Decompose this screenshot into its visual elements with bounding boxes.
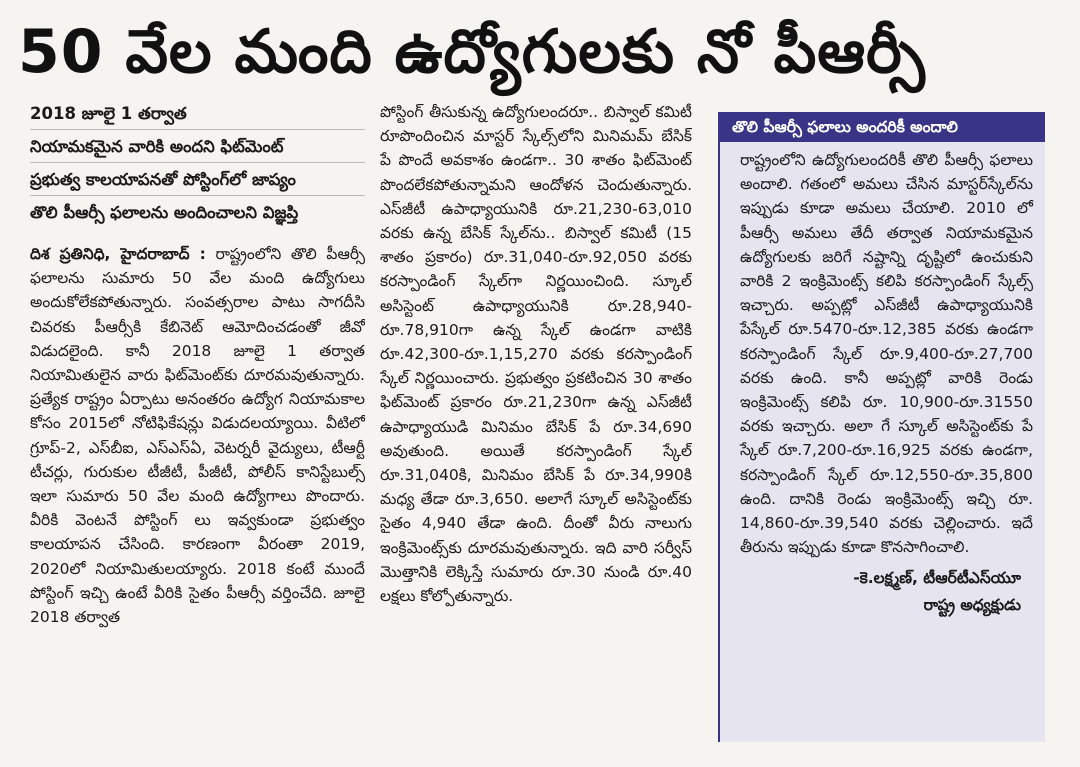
sidebar-body	[720, 142, 1045, 619]
article-body-part-1	[30, 242, 365, 629]
byline-role: రాష్ట్ర అధ్యక్షుడు	[923, 596, 1021, 615]
deck-line: ప్రభుత్వ కాలయాపనతో పోస్టింగ్‌లో జాప్యం	[30, 166, 365, 196]
deck-line: నియామకమైన వారికి అందని ఫిట్‌మెంట్	[30, 133, 365, 163]
deck-line: 2018 జూలై 1 తర్వాత	[30, 100, 365, 130]
byline	[740, 565, 1033, 619]
subheadline-deck	[30, 100, 365, 228]
article-text-1: రాష్ట్రంలోని తొలి పీఆర్సీ ఫలాలను సుమారు 50 వేల మంది ఉద్యోగులు అందుకోలేకపోతున్నారు. సంవత్సరాల పాటు సాగదీసి చివరకు పీఆర్సీకి కేబినెట్ ఆమోదించడంతో జీవో విడుదలైంది. కానీ 2018 జూలై 1 తర్వాత నియామితులైన వారు ఫిట్‌మెంట్‌కు దూరమవుతున్నారు. ప్రత్యేక రాష్ట్రం ఏర్పాటు అనంతరం ఉద్యోగ నియామకాల కోసం 2015లో నోటిఫికేషన్లు విడుదలయ్యాయి. వీటిలో గ్రూప్-2, ఎస్‌బీఐ, ఎస్‌ఎస్‌ఏ, వెటర్నరీ వైద్యులు, టీఆర్టీ టీచర్లు, గురుకుల టీజీటీ, పీజీటీ, పోలీస్ కానిస్టేబుల్స్ ఇలా సుమారు 50 వేల మంది ఉద్యోగాలు పొందారు. వీరికి వెంటనే పోస్టింగ్ లు ఇవ్వకుండా ప్రభుత్వం కాలయాపన చేసింది. కారణంగా వీరంతా 2019, 2020లో నియామితులయ్యారు. 2018 కంటే ముందే పోస్టింగ్ ఇచ్చి ఉంటే వీరికి సైతం పీఆర్సీ వర్తించేది. జూలై 2018 తర్వాత	[30, 245, 365, 627]
deck-line: తొలి పీఆర్సీ ఫలాలను అందించాలని విజ్ఞప్తి	[30, 203, 299, 222]
article-column-1	[30, 100, 365, 760]
article-body-part-2: పోస్టింగ్ తీసుకున్న ఉద్యోగులందరూ.. బిస్వాల్ కమిటీ రూపొందించిన మాస్టర్ స్కేల్స్‌లోని మినిమమ్ బేసిక్ పే పొందే అవకాశం ఉండగా.. 30 శాతం ఫిట్‌మెంట్ పొందలేకపోతున్నామని ఆందోళన చెందుతున్నారు. ఎస్‌జీటీ ఉపాధ్యాయునికి రూ.21,230-63,010 వరకు ఉన్న బేసిక్ స్కేల్‌ను.. బిస్వాల్ కమిటీ (15 శాతం ప్రకారం) రూ.31,040-రూ.92,050 వరకు కరస్పాండింగ్ స్కేల్‌గా నిర్ణయించింది. స్కూల్ అసిస్టెంట్ ఉపాధ్యాయునికి రూ.28,940-రూ.78,910గా ఉన్న స్కేల్ ఉండగా వాటికి రూ.42,300-రూ.1,15,270 వరకు కరస్పాండింగ్ స్కేల్ నిర్ణయించారు. ప్రభుత్వం ప్రకటించిన 30 శాతం ఫిట్‌మెంట్ ప్రకారం రూ.21,230గా ఉన్న ఎస్‌జీటీ ఉపాధ్యాయుడి మినిమం బేసిక్ పే రూ.34,690 అవుతుంది. అయితే కరస్పాండింగ్ స్కేల్ రూ.31,040కి, మినిమం బేసిక్ పే రూ.34,990కి మధ్య తేడా రూ.3,650. అలాగే స్కూల్ అసిస్టెంట్‌కు సైతం 4,940 తేడా ఉంది. దీంతో వీరు నాలుగు ఇంక్రిమెంట్స్‌కు దూరమవుతున్నారు. ఇది వారి సర్వీస్ మొత్తానికి లెక్కిస్తే సుమారు రూ.30 నుండి రూ.40 లక్షలు కోల్పోతున్నారు.	[380, 103, 692, 606]
byline-name: -కె.లక్ష్మణ్, టీఆర్‌టీఎస్‌యూ	[853, 569, 1021, 588]
article-column-2	[380, 100, 692, 760]
sidebar-text: రాష్ట్రంలోని ఉద్యోగులందరికీ తొలి పీఆర్సీ ఫలాలు అందాలి. గతంలో అమలు చేసిన మాస్టర్‌స్కేల్‌ను ఇప్పుడు కూడా అమలు చేయాలి. 2010 లో పీఆర్సీ అమలు తేదీ తర్వాత నియామకమైన ఉద్యోగులకు జరిగే నష్టాన్ని దృష్టిలో ఉంచుకుని వారికి 2 ఇంక్రిమెంట్స్ కలిపి కరస్పాండింగ్ స్కేల్స్ ఇచ్చారు. అప్పట్లో ఎస్‌జీటీ ఉపాధ్యాయునికి పేస్కేల్ రూ.5470-రూ.12,385 వరకు ఉండగా కరస్పాండింగ్ స్కేల్ రూ.9,400-రూ.27,700 వరకు ఉంది. కానీ అప్పట్లో వారికి రెండు ఇంక్రిమెంట్స్ కలిపి రూ. 10,900-రూ.31550 వరకు ఇచ్చారు. అలా గే స్కూల్ అసిస్టెంట్‌కు పే స్కేల్ రూ.7,200-రూ.16,925 వరకు ఉండగా, కరస్పాండింగ్ స్కేల్ రూ.12,550-రూ.35,800 ఉంది. దానికి రెండు ఇంక్రిమెంట్స్ ఇచ్చి రూ. 14,860-రూ.39,540 వరకు చెల్లించారు. ఇదే తీరును ఇప్పుడు కూడా కొనసాగించాలి.	[740, 151, 1033, 557]
dateline: దిశ ప్రతినిధి, హైదరాబాద్ :	[30, 245, 206, 263]
headline: 50 వేల మంది ఉద్యోగులకు నో పీఆర్సీ	[18, 17, 926, 87]
sidebar-box	[718, 112, 1045, 742]
sidebar-title: తొలి పీఆర్సీ ఫలాలు అందరికీ అందాలి	[720, 112, 1045, 142]
